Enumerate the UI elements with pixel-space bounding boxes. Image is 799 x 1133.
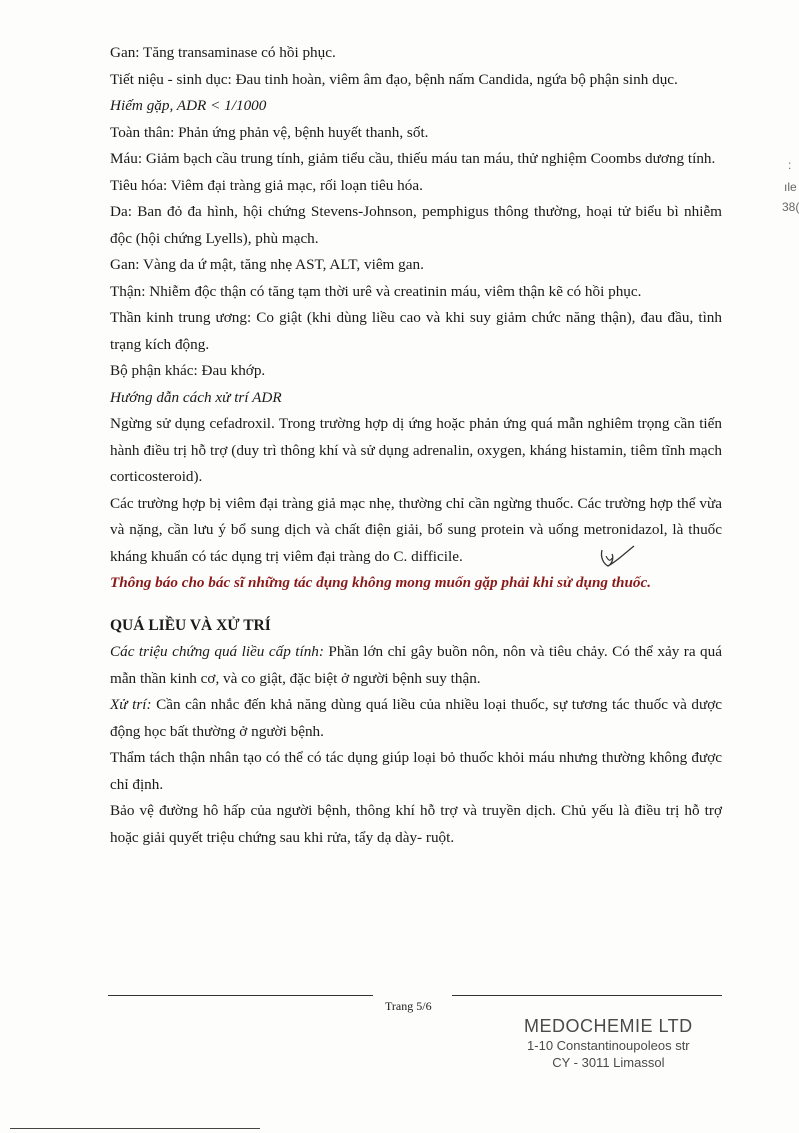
paragraph: Ngừng sử dụng cefadroxil. Trong trường hợp dị ứng hoặc phản ứng quá mẫn nghiêm trọng cần tiến hành điều trị hỗ trợ (duy trì thông khí và sử dụng adrenalin, oxygen, kháng histamin, tiêm tĩnh mạch corticosteroid). [110,415,722,485]
edge-mark-2: ıle [784,180,797,194]
treatment-text: Cần cân nhắc đến khả năng dùng quá liều của nhiều loại thuốc, sự tương tác thuốc và dược động học bất thường ở người bệnh. [110,696,723,740]
paragraph: Da: Ban đỏ đa hình, hội chứng Stevens-Johnson, pemphigus thông thường, hoại tử biểu bì nhiễm độc (hội chứng Lyells), phù mạch. [110,203,722,247]
paragraph: Hiếm gặp, ADR < 1/1000 [110,97,267,114]
paragraph: Thận: Nhiễm độc thận có tăng tạm thời urê và creatinin máu, viêm thận kẽ có hồi phục. [110,282,642,300]
overdose-airway: Bảo vệ đường hô hấp của người bệnh, thông khí hỗ trợ và truyền dịch. Chủ yếu là điều trị hỗ trợ hoặc giải quyết triệu chứng sau khi rửa, tẩy dạ dày- ruột. [110,802,722,846]
paragraph: Thần kinh trung ương: Co giật (khi dùng liều cao và khi suy giảm chức năng thận), đau đầu, tình trạng kích động. [110,309,722,353]
page-number: Trang 5/6 [385,999,432,1013]
paragraph-list [110,40,722,597]
treatment-label: Xử trí: [110,696,152,713]
overdose-dialysis: Thẩm tách thận nhân tạo có thể có tác dụng giúp loại bỏ thuốc khỏi máu nhưng thường không được chỉ định. [110,749,722,793]
overdose-treatment [110,692,722,745]
paragraph: Máu: Giảm bạch cầu trung tính, giảm tiểu cầu, thiếu máu tan máu, thử nghiệm Coombs dương tính. [110,150,716,167]
edge-mark-3: 38( [782,200,799,214]
paragraph: Thông báo cho bác sĩ những tác dụng không mong muốn gặp phải khi sử dụng thuốc. [110,574,652,591]
company-name: MEDOCHEMIE LTD [524,1016,693,1036]
bottom-edge-rule [10,1128,260,1129]
paragraph: Tiết niệu - sinh dục: Đau tinh hoàn, viêm âm đạo, bệnh nấm Candida, ngứa bộ phận sinh dục. [110,70,678,88]
handwritten-signature [598,544,638,576]
paragraph: Tiêu hóa: Viêm đại tràng giả mạc, rối loạn tiêu hóa. [110,176,423,194]
paragraph: Toàn thân: Phản ứng phản vệ, bệnh huyết thanh, sốt. [110,123,429,141]
paragraph: Hướng dẫn cách xử trí ADR [110,388,282,406]
overdose-acute [110,639,722,692]
edge-mark-1: : [788,158,792,172]
document-body [110,40,722,851]
acute-label: Các triệu chứng quá liều cấp tính: [110,643,324,660]
section-title-overdose: QUÁ LIỀU VÀ XỬ TRÍ [110,616,271,634]
footer-rule-right [452,995,722,996]
company-address-line-2: CY - 3011 Limassol [552,1055,665,1070]
company-stamp [524,1016,693,1071]
acute-text: Phần lớn chỉ gây buồn nôn, nôn và tiêu chảy. Có thể xảy ra quá mẫn thần kinh cơ, và co giật, đặc biệt ở người bệnh suy thận. [110,643,722,687]
paragraph: Gan: Tăng transaminase có hồi phục. [110,44,336,61]
paragraph: Gan: Vàng da ứ mật, tăng nhẹ AST, ALT, viêm gan. [110,256,424,273]
footer-rule-left [108,995,373,996]
company-address-line-1: 1-10 Constantinoupoleos str [527,1038,690,1053]
paragraph: Bộ phận khác: Đau khớp. [110,362,266,379]
paragraph: Các trường hợp bị viêm đại tràng giả mạc nhẹ, thường chỉ cần ngừng thuốc. Các trường hợp thể vừa và nặng, cần lưu ý bổ sung dịch và chất điện giải, bổ sung protein và uống metronidazol, là thuốc kháng khuẩn có tác dụng trị viêm đại tràng do C. difficile. [110,494,722,565]
